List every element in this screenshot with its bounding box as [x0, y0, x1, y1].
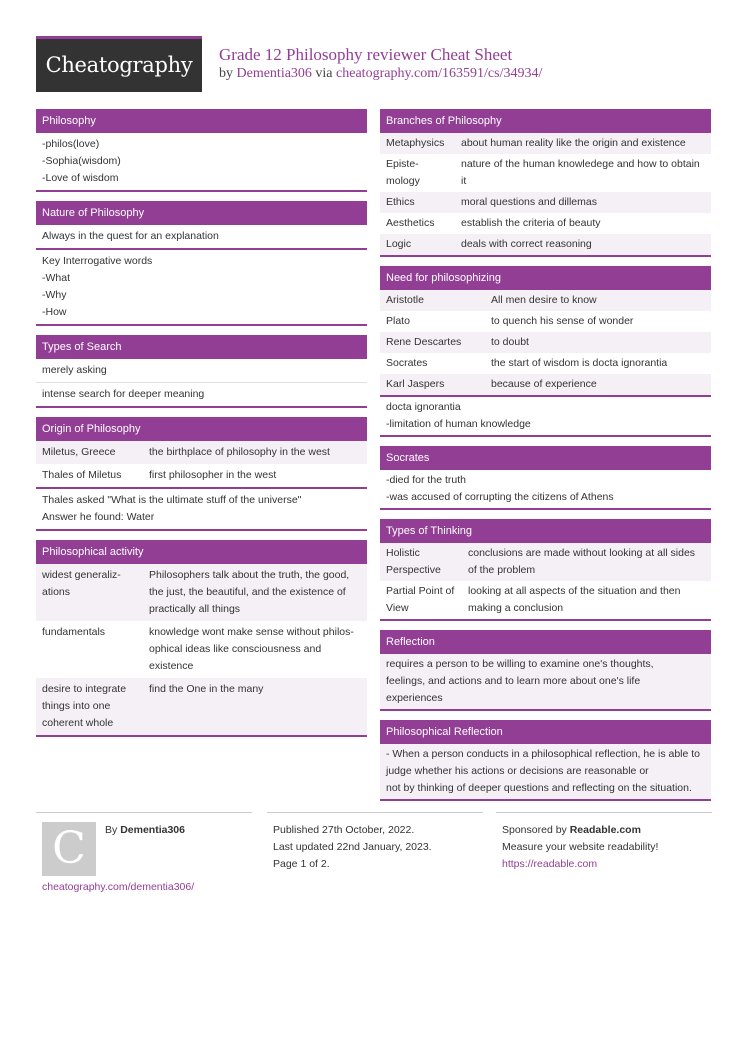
table-row	[36, 464, 367, 487]
updated-date: Last updated 22nd January, 2023.	[273, 841, 432, 853]
row-key	[386, 236, 461, 253]
row-key: Plato	[386, 315, 410, 327]
key-line: Holistic	[386, 547, 420, 559]
value-line: the just, the beautiful, and the existence of	[149, 586, 346, 598]
text-line: -How	[42, 306, 67, 318]
value-line: establish the criteria of beauty	[461, 217, 601, 229]
key-line: desire to integrate	[42, 683, 127, 695]
table-row	[36, 678, 367, 735]
section-text	[380, 397, 711, 435]
list-item: merely asking	[42, 364, 107, 376]
row-key: Karl Jaspers	[386, 378, 445, 390]
text-line: requires a person to be willing to examine one's thoughts,	[386, 658, 654, 670]
text-line: -Love of wisdom	[42, 172, 119, 184]
text-line: - When a person conducts in a philosophical reflection, he is able to	[386, 748, 701, 760]
table-row	[380, 213, 711, 234]
section-types-of-search	[36, 335, 367, 408]
section-types-of-thinking	[380, 519, 711, 621]
row-value	[149, 567, 361, 618]
text-line: feelings, and actions and to learn more about one's life	[386, 675, 641, 687]
section-socrates	[380, 446, 711, 510]
footer-divider	[267, 812, 483, 813]
row-key	[386, 545, 468, 579]
byline	[219, 66, 542, 82]
key-line: View	[386, 602, 409, 614]
text-line: -Sophia(wisdom)	[42, 155, 121, 167]
section-title: Reflection	[380, 630, 711, 654]
value-line: knowledge wont make sense without philos-	[149, 626, 354, 638]
text-line: -Why	[42, 289, 67, 301]
value-line: looking at all aspects of the situation and then	[468, 585, 681, 597]
value-line: it	[461, 175, 467, 187]
section-philosophical-activity	[36, 540, 367, 737]
text-line: Always in the quest for an explanation	[42, 230, 219, 242]
table-row	[36, 564, 367, 621]
table-row	[380, 133, 711, 154]
section-text	[380, 744, 711, 799]
table-row	[380, 192, 711, 213]
row-value	[461, 194, 705, 211]
footer-dates	[273, 822, 432, 873]
value-line: practically all things	[149, 603, 241, 615]
value-line: deals with correct reasoning	[461, 238, 592, 250]
table-row	[36, 441, 367, 464]
section-branches-of-philosophy	[380, 109, 711, 257]
key-line: widest generaliz-	[42, 569, 121, 581]
section-title: Need for philosophizing	[380, 266, 711, 290]
published-date: Published 27th October, 2022.	[273, 824, 415, 836]
row-key: Rene Descartes	[386, 336, 462, 348]
table-row	[380, 374, 711, 395]
author-profile-link[interactable]: cheatography.com/dementia306/	[42, 881, 195, 893]
key-line: mology	[386, 175, 420, 187]
key-line: ations	[42, 586, 71, 598]
sponsor-tagline: Measure your website readability!	[502, 841, 659, 853]
value-line: existence	[149, 660, 194, 672]
section-title: Branches of Philosophy	[380, 109, 711, 133]
section-reflection	[380, 630, 711, 711]
value-line: find the One in the many	[149, 683, 264, 695]
key-line: coherent whole	[42, 717, 114, 729]
sponsor-line	[502, 822, 658, 839]
section-text	[36, 489, 367, 529]
value-line: ophical ideas like consciousness and	[149, 643, 322, 655]
text-line: not by thinking of deeper questions and reflecting on the situation.	[386, 782, 692, 794]
row-value	[461, 156, 705, 190]
table-row	[36, 621, 367, 678]
text-line: Key Interrogative words	[42, 255, 153, 267]
section-nature-of-philosophy	[36, 201, 367, 326]
row-key: Miletus, Greece	[42, 446, 116, 458]
section-title: Philosophical Reflection	[380, 720, 711, 744]
sponsor-link[interactable]: https://readable.com	[502, 858, 598, 870]
key-line: Perspective	[386, 564, 441, 576]
key-line: Metaphysics	[386, 137, 445, 149]
key-line: Logic	[386, 238, 412, 250]
text-line: -died for the truth	[386, 474, 466, 486]
row-key: Aristotle	[386, 294, 424, 306]
right-column	[380, 109, 711, 810]
section-philosophical-reflection	[380, 720, 711, 801]
value-line: of the problem	[468, 564, 536, 576]
section-title: Philosophy	[36, 109, 367, 133]
sponsor-name[interactable]: Readable.com	[569, 824, 641, 836]
table-row	[380, 332, 711, 353]
row-value: the birthplace of philosophy in the west	[149, 446, 330, 458]
key-line: Ethics	[386, 196, 415, 208]
row-key: Socrates	[386, 357, 428, 369]
row-key	[386, 215, 461, 232]
row-value	[461, 215, 705, 232]
row-value: first philosopher in the west	[149, 469, 277, 481]
section-title: Types of Search	[36, 335, 367, 359]
text-line: judge whether his actions or decisions are reasonable or	[386, 765, 649, 777]
row-value: to quench his sense of wonder	[491, 315, 634, 327]
row-key	[42, 624, 149, 675]
section-title: Philosophical activity	[36, 540, 367, 564]
text-line: experiences	[386, 692, 443, 704]
value-line: Philosophers talk about the truth, the good,	[149, 569, 350, 581]
table-row	[380, 154, 711, 192]
text-line: Thales asked "What is the ultimate stuff of the universe"	[42, 494, 302, 506]
row-value: to doubt	[491, 336, 529, 348]
sheet-url-link[interactable]: cheatography.com/163591/cs/34934/	[336, 66, 543, 81]
row-key: Thales of Miletus	[42, 469, 122, 481]
table-row	[380, 543, 711, 581]
footer-sponsor	[502, 822, 658, 873]
row-value	[149, 624, 361, 675]
section-origin-of-philosophy	[36, 417, 367, 531]
text-line: -limitation of human knowledge	[386, 418, 531, 430]
footer-divider	[496, 812, 712, 813]
list-item: intense search for deeper meaning	[36, 382, 367, 406]
by-prefix: by	[219, 66, 233, 81]
section-title: Nature of Philosophy	[36, 201, 367, 225]
row-value: All men desire to know	[491, 294, 597, 306]
value-line: making a conclusion	[468, 602, 564, 614]
text-line: -was accused of corrupting the citizens of Athens	[386, 491, 614, 503]
row-key	[386, 135, 461, 152]
key-line: things into one	[42, 700, 111, 712]
value-line: nature of the human knowledege and how to obtain	[461, 158, 700, 170]
table-row	[380, 234, 711, 255]
row-value	[468, 583, 705, 617]
sponsored-by-label: Sponsored by	[502, 824, 567, 836]
row-key	[386, 194, 461, 211]
footer-author	[105, 824, 185, 836]
value-line: conclusions are made without looking at all sides	[468, 547, 696, 559]
section-title: Types of Thinking	[380, 519, 711, 543]
cheatography-logo[interactable]: Cheatography	[36, 36, 202, 92]
text-line: docta ignorantia	[386, 401, 461, 413]
key-line: Partial Point of	[386, 585, 455, 597]
row-value: because of experience	[491, 378, 597, 390]
table-row	[380, 353, 711, 374]
author-link[interactable]: Dementia306	[236, 66, 312, 81]
sheet-title: Grade 12 Philosophy reviewer Cheat Sheet	[219, 45, 513, 64]
section-title: Socrates	[380, 446, 711, 470]
row-key	[386, 156, 461, 190]
row-key	[386, 583, 468, 617]
row-key	[42, 567, 149, 618]
author-avatar[interactable]: C	[42, 822, 96, 876]
text-line: Answer he found: Water	[42, 511, 155, 523]
table-row	[380, 311, 711, 332]
footer-divider	[36, 812, 252, 813]
section-text	[36, 250, 367, 324]
value-line: about human reality like the origin and existence	[461, 137, 686, 149]
section-need-for-philosophizing	[380, 266, 711, 437]
by-label: By	[105, 824, 118, 836]
section-text	[380, 470, 711, 508]
value-line: moral questions and dillemas	[461, 196, 597, 208]
table-row	[380, 290, 711, 311]
key-line: Aesthetics	[386, 217, 435, 229]
row-value: the start of wisdom is docta ignorantia	[491, 357, 668, 369]
page-number: Page 1 of 2.	[273, 858, 330, 870]
key-line: fundamentals	[42, 626, 106, 638]
left-column	[36, 109, 367, 746]
key-line: Episte-	[386, 158, 419, 170]
section-text	[380, 654, 711, 709]
row-value	[461, 135, 705, 152]
row-key	[42, 681, 149, 732]
row-value	[468, 545, 705, 579]
text-line: -What	[42, 272, 71, 284]
section-text	[36, 133, 367, 190]
table-row	[380, 581, 711, 619]
via-text: via	[315, 66, 333, 81]
row-value	[461, 236, 705, 253]
text-line: -philos(love)	[42, 138, 100, 150]
section-philosophy	[36, 109, 367, 192]
row-value	[149, 681, 361, 732]
footer-author-name[interactable]: Dementia306	[120, 824, 185, 836]
section-title: Origin of Philosophy	[36, 417, 367, 441]
